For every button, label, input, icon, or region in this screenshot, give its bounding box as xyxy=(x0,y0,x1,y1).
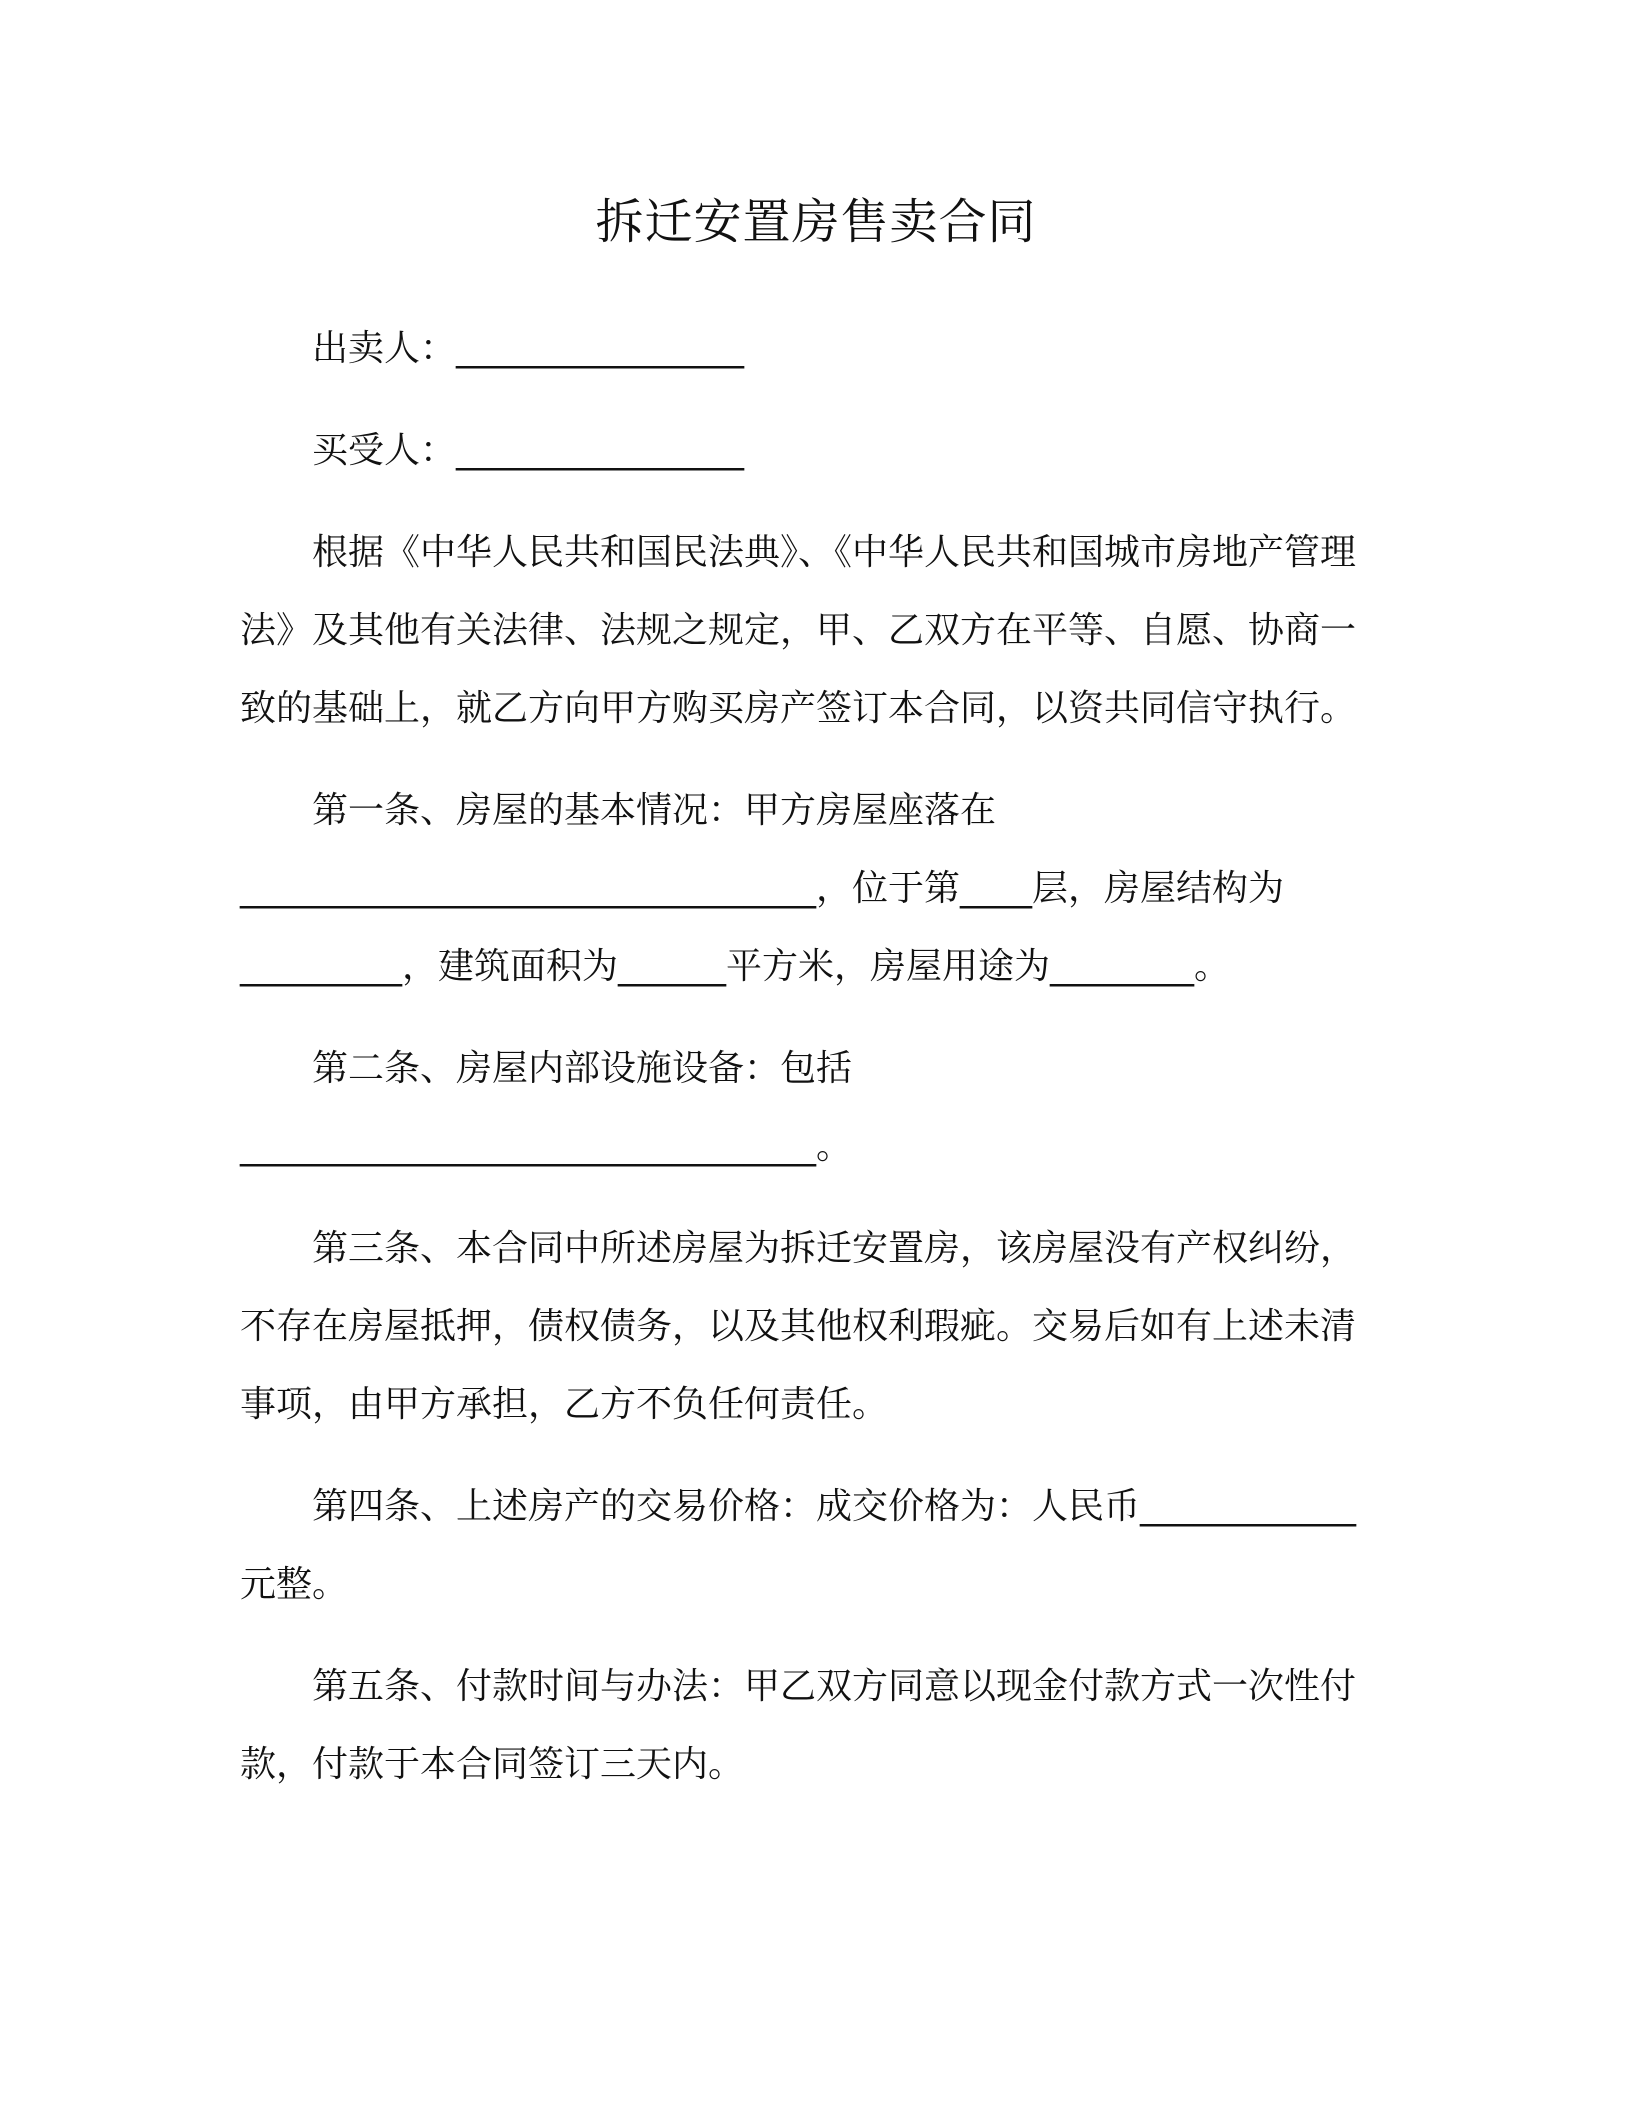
document-title: 拆迁安置房售卖合同 xyxy=(595,194,1037,250)
preamble-paragraph: 根据《中华人民共和国民法典》、《中华人民共和国城市房地产管理法》及其他有关法律、法规之规定，甲、乙双方在平等、自愿、协商一致的基础上，就乙方向甲方购买房产签订本合同，以资共同信守执行。 xyxy=(240,532,1357,729)
document-body xyxy=(240,310,1390,1828)
buyer-line: 买受人：________________ xyxy=(312,430,745,471)
article-3: 第三条、本合同中所述房屋为拆迁安置房，该房屋没有产权纠纷，不存在房屋抵押，债权债务，以及其他权利瑕疵。交易后如有上述未清事项，由甲方承担，乙方不负任何责任。 xyxy=(240,1228,1357,1425)
article-5: 第五条、付款时间与办法：甲乙双方同意以现金付款方式一次性付款，付款于本合同签订三天内。 xyxy=(240,1666,1357,1785)
seller-line: 出卖人：________________ xyxy=(312,328,745,369)
article-4: 第四条、上述房产的交易价格：成交价格为：人民币____________元整。 xyxy=(240,1486,1357,1605)
article-1: 第一条、房屋的基本情况：甲方房屋座落在________________________________，位于第____层，房屋结构为_________，建筑面积为______平方米，房屋用途为________。 xyxy=(240,790,1285,987)
article-2: 第二条、房屋内部设施设备：包括________________________________。 xyxy=(240,1048,853,1167)
